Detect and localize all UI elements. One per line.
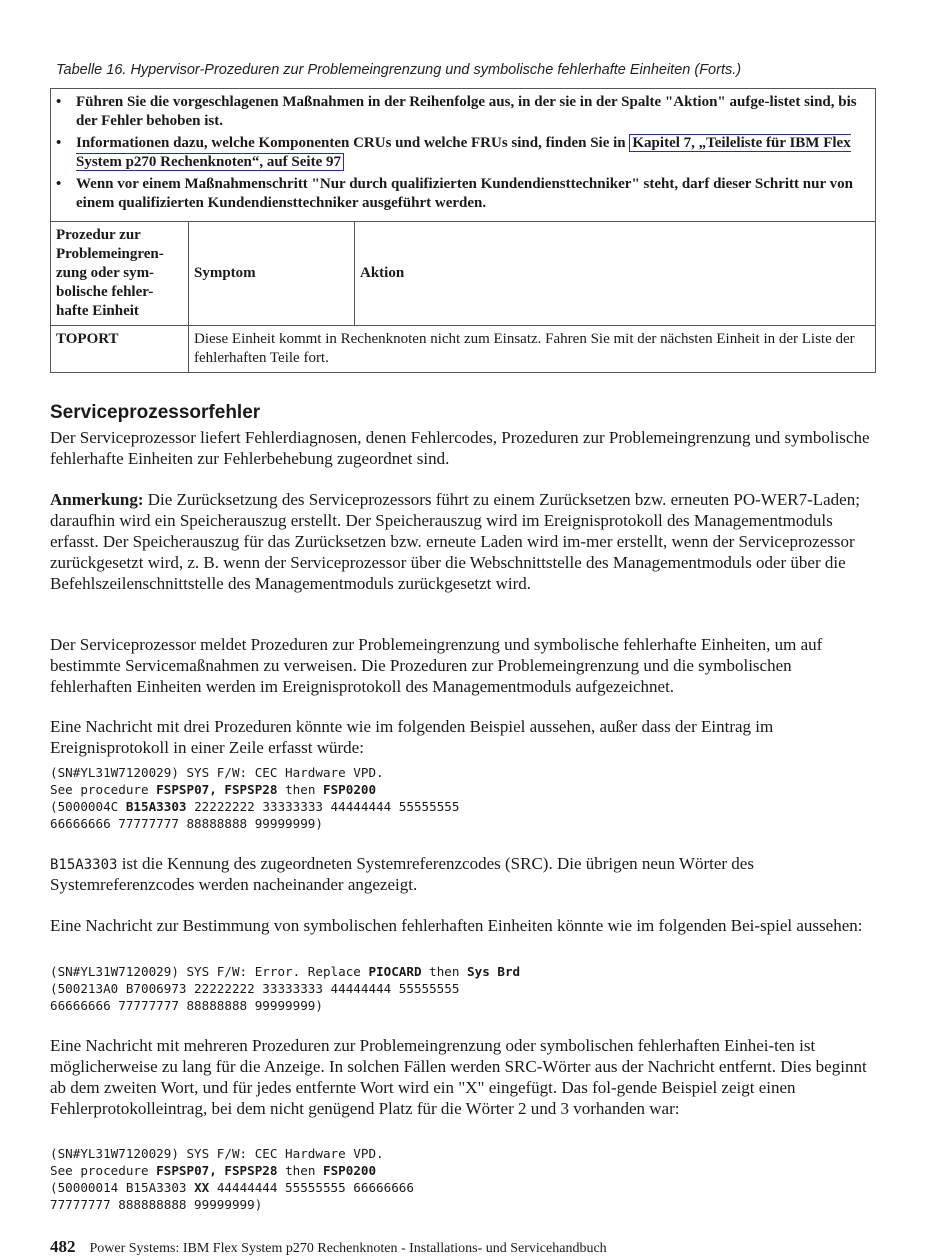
paragraph-example-3: Eine Nachricht mit mehreren Prozeduren zur Problemeingrenzung oder symbolischen fehlerhaften Einhei-ten ist möglicherweise zu lang für die Anzeige. In solchen Fällen werden SRC-Wörter aus der Nachricht entfernt. Dies beginnt ab dem zweiten Wort, und für jedes entfernte Wort wird ein "X" eingefügt. Das fol-gende Beispiel zeigt einen Fehlerprotokolleintrag, bei dem nicht genügend Platz für die Wörter 2 und 3 vorhanden war: xyxy=(50,1036,867,1118)
paragraph-note: Anmerkung: Die Zurücksetzung des Serviceprozessors führt zu einem Zurücksetzen bzw. erneuten PO-WER7-Laden; daraufhin wird ein Speicherauszug erstellt. Der Speicherauszug wird im Ereignisprotokoll des Managementmoduls erfasst. Der Speicherauszug für das Zurücksetzen bzw. erneute Laden wird im-mer erstellt, wenn der Serviceprozessor zurückgesetzt wird, z. B. wenn der Serviceprozessor über die Webschnittstelle des Managementmoduls oder über die Befehlszeilenschnittstelle des Managementmoduls zurückgesetzt wird. xyxy=(50,490,860,593)
row-text: Diese Einheit kommt in Rechenknoten nicht zum Einsatz. Fahren Sie mit der nächsten Einheit in der Liste der fehlerhaften Teile fort. xyxy=(189,326,876,373)
paragraph-example-1: Eine Nachricht mit drei Prozeduren könnte wie im folgenden Beispiel aussehen, außer dass der Eintrag im Ereignisprotokoll in einer Zeile erfasst würde: xyxy=(50,717,774,757)
note-item: • Führen Sie die vorgeschlagenen Maßnahmen in der Reihenfolge aus, in der sie in der Spalte "Aktion" aufge-listet sind, bis der Fehler behoben ist. xyxy=(56,94,857,129)
header-procedure: Prozedur zur Problemeingren-zung oder sym-bolische fehler-hafte Einheit xyxy=(51,222,189,326)
section-title: Serviceprozessorfehler xyxy=(50,402,261,423)
code-block-1: (SN#YL31W7120029) SYS F/W: CEC Hardware VPD. See procedure FSPSP07, FSPSP28 then FSP0200 (5000004C B15A3303 22222222 33333333 44444444 55555555 66666666 77777777 88888888 99999999) xyxy=(50,765,460,831)
paragraph-src: B15A3303 ist die Kennung des zugeordneten Systemreferenzcodes (SRC). Die übrigen neun Wörter des Systemreferenzcodes werden nacheinander angezeigt. xyxy=(50,854,754,894)
paragraph-example-2: Eine Nachricht zur Bestimmung von symbolischen fehlerhaften Einheiten könnte wie im folgenden Bei-spiel aussehen: xyxy=(50,916,863,935)
header-action: Aktion xyxy=(355,222,876,326)
page-number: 482 xyxy=(50,1237,76,1256)
code-block-2: (SN#YL31W7120029) SYS F/W: Error. Replace PIOCARD then Sys Brd (500213A0 B7006973 22222222 33333333 44444444 55555555 66666666 77777777 88888888 99999999) xyxy=(50,964,521,1013)
table-notes xyxy=(51,89,876,222)
table-header-row xyxy=(51,222,876,326)
note-label: Anmerkung: xyxy=(50,490,144,509)
paragraph-procedures: Der Serviceprozessor meldet Prozeduren zur Problemeingrenzung und symbolische fehlerhafte Einheiten, um auf bestimmte Servicemaßnahmen zu verweisen. Die Prozeduren zur Problemeingrenzung und die symbolischen fehlerhaften Einheiten werden im Ereignisprotokoll des Managementmoduls aufgezeichnet. xyxy=(50,635,823,696)
code-block-3: (SN#YL31W7120029) SYS F/W: CEC Hardware VPD. See procedure FSPSP07, FSPSP28 then FSP0200 (50000014 B15A3303 XX 44444444 55555555 66666666 77777777 888888888 99999999) xyxy=(50,1146,414,1212)
paragraph-intro: Der Serviceprozessor liefert Fehlerdiagnosen, denen Fehlercodes, Prozeduren zur Problemeingrenzung und symbolische fehlerhafte Einheiten zur Fehlerbehebung zugeordnet sind. xyxy=(50,428,870,468)
note-item: • Informationen dazu, welche Komponenten CRUs und welche FRUs sind, finden Sie in Kapitel 7, „Teileliste für IBM Flex System p270 Rechenknoten“, auf Seite 97 xyxy=(56,135,851,170)
table-caption: Tabelle 16. Hypervisor-Prozeduren zur Problemeingrenzung und symbolische fehlerhafte Einheiten (Forts.) xyxy=(56,62,742,78)
row-procedure: TOPORT xyxy=(51,326,189,373)
src-code: B15A3303 xyxy=(50,857,118,873)
page-footer xyxy=(50,1237,607,1257)
header-symptom: Symptom xyxy=(189,222,355,326)
chapter-link[interactable]: Kapitel 7, „Teileliste für IBM Flex System p270 Rechenknoten“, auf Seite 97 xyxy=(76,135,851,170)
note-item: • Wenn vor einem Maßnahmenschritt "Nur durch qualifizierten Kundendiensttechniker" steht, darf dieser Schritt nur von einem qualifizierten Kundendiensttechniker ausgeführt werden. xyxy=(56,176,853,211)
table-row xyxy=(51,326,876,373)
book-title: Power Systems: IBM Flex System p270 Rechenknoten - Installations- und Servicehandbuch xyxy=(89,1241,607,1256)
procedure-table xyxy=(50,88,876,373)
